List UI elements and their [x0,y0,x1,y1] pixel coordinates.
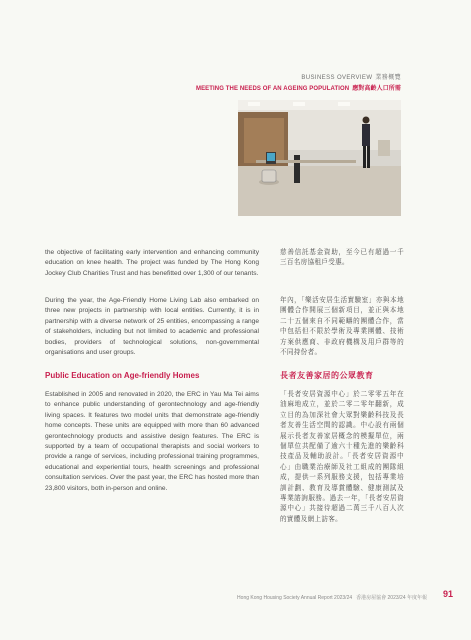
section-header [301,72,401,81]
right-column-bottom [280,390,404,525]
living-lab-photo [238,100,401,216]
section-title-en: BUSINESS OVERVIEW [301,75,373,81]
left-column-bottom [45,390,259,494]
subsection-header [196,83,401,92]
left-paragraph-1: the objective of facilitating early intervention and enhancing community education on knee health. The project was funded by The Hong Kong Jockey Club Charities Trust and has benefitted over 1,300 of our tenants. [45,249,259,277]
photo-illustration [238,100,401,216]
left-paragraph-2: During the year, the Age-Friendly Home Living Lab also embarked on three new projects in partnership with local entities. Currently, it is in partnership with a diverse network of 25 entities, encompassing a range of stakeholders, including but not limited to academic and professional bodies, providers of technological solutions, non-governmental organisations and user groups. [45,297,259,357]
left-column-top [45,248,259,279]
left-column-middle [45,296,259,358]
right-column-top [280,248,404,269]
left-paragraph-3: Established in 2005 and renovated in 2020, the ERC in Yau Ma Tei aims to enhance public understanding of gerontechnology and age-friendly living spaces. It features two model units that demonstrate age-friendly home concepts. These units are equipped with more than 60 advanced gerontechnology products and assistive design features. The ERC is supported by a team of occupational therapists and social workers to provide a range of services, including professional training programmes, educational and experiential tours, health screenings and professional consultation services. Over the past year, the ERC has hosted more than 23,800 visitors, both in-person and online. [45,391,259,492]
subsection-title-zh: 應對高齡人口所需 [352,86,401,92]
footer-report-en: Hong Kong Housing Society Annual Report 2023/24 [237,595,353,601]
subsection-title-en: MEETING THE NEEDS OF AN AGEING POPULATION [195,86,350,92]
right-paragraph-3: 「長者安居資源中心」於二零零五年在油麻地成立，並於二零二零年翻新，成立目的為加深社會大眾對樂齡科技及長者友善生活空間的認識。中心設有兩個展示長者友善家居概念的模擬單位，兩個單位共配備了逾六十種先進的樂齡科技產品及輔助設計。「長者安居資源中心」由職業治療師及社工組成的團隊組成，提供一系列服務支援，包括專業培訓計劃、教育及導賞體驗、健康測試及專業諮詢服務。過去一年，「長者安居資源中心」共接待超過二萬三千八百人次的實體及網上訪客。 [280,391,404,523]
right-paragraph-2: 年內，「樂活安居生活實驗室」亦與本地團體合作開展三個新項目，並正與本地二十五個來自不同範疇的團體合作，當中包括但不限於學術及專業團體、技術方案供應商、非政府機構及用戶群等的不同持份者。 [280,297,404,357]
footer-report-zh: 香港房屋協會 2023/24 年度年報 [356,595,427,601]
footer [237,594,427,601]
right-paragraph-1: 慈善信託基金資助，至今已有超過一千三百名房協租戶受惠。 [280,249,404,267]
page-number: 91 [442,589,453,599]
left-section-heading: Public Education on Age-friendly Homes [45,371,200,380]
section-title-zh: 業務概覽 [375,75,401,81]
right-column-middle [280,296,404,358]
right-section-heading: 長者友善家居的公眾教育 [280,371,374,380]
